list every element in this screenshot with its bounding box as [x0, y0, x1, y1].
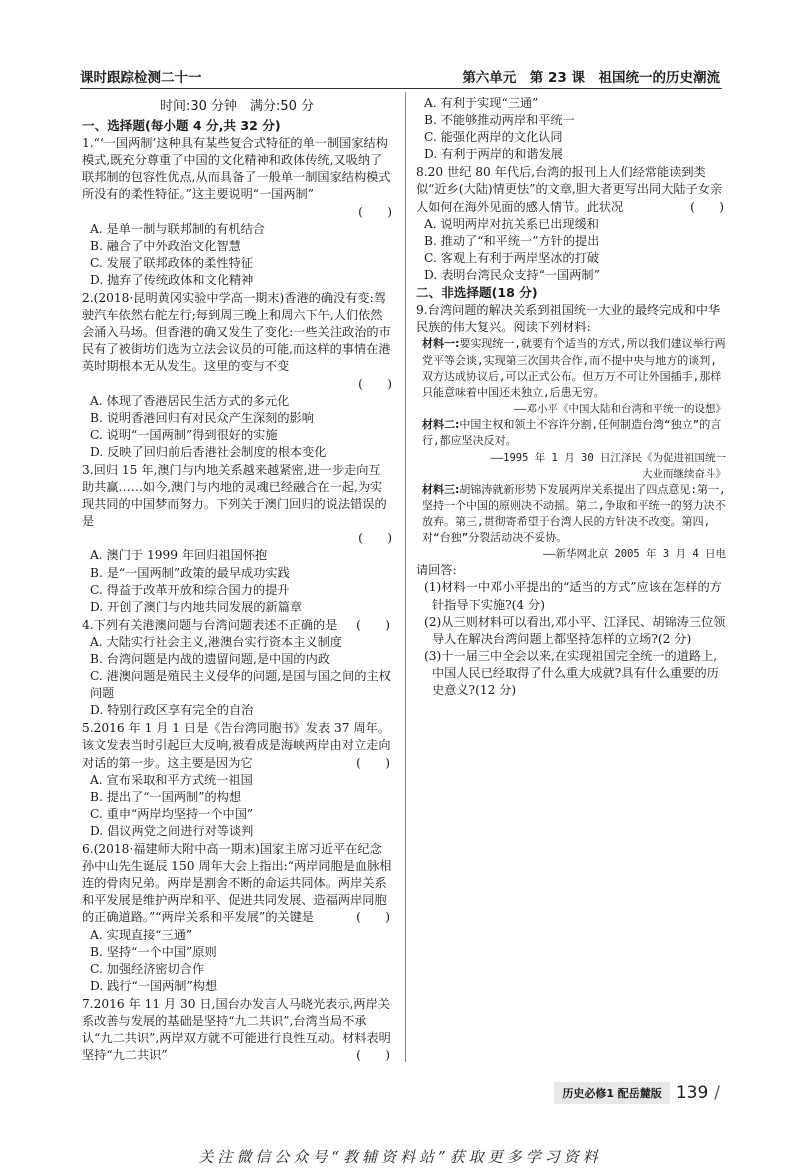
page-number: 139	[675, 1083, 709, 1103]
answer-paren: ( )	[356, 617, 390, 632]
option-a: A. 是单一制与联邦制的有机结合	[90, 221, 265, 236]
sub-question-1: (1)材料一中邓小平提出的“适当的方式”应该在怎样的方针指导下实施?(4 分)	[424, 580, 722, 612]
option-c: C. 发展了联邦政体的柔性特征	[90, 255, 253, 270]
header-left: 课时跟踪检测二十一	[80, 70, 202, 86]
question-4	[82, 617, 392, 720]
option-b: B. 推动了“和平统一”方针的提出	[424, 233, 600, 248]
option-c: C. 得益于改革开放和综合国力的提升	[90, 582, 290, 597]
option-d: D. 开创了澳门与内地共同发展的新篇章	[90, 599, 303, 614]
sub-question-2: (2)从三则材料可以看出,邓小平、江泽民、胡锦涛三位领导人在解决台湾问题上都坚持怎样的立场?(2 分)	[424, 614, 726, 646]
option-d: D. 特别行政区享有完全的自治	[90, 703, 254, 718]
option-a: A. 体现了香港居民生活方式的多元化	[90, 393, 290, 408]
page-footer	[554, 1082, 720, 1104]
question-6	[82, 841, 392, 995]
option-b: B. 是“一国两制”政策的最早成功实践	[90, 565, 290, 580]
question-9	[416, 302, 726, 699]
option-c: C. 加强经济密切合作	[90, 961, 205, 976]
question-stem: 3.回归 15 年,澳门与内地关系越来越紧密,进一步走向互助共赢……如今,澳门与内地的灵魂已经融合在一起,为实现共同的中国梦而努力。下列关于澳门回归的说法错误的是	[82, 462, 387, 529]
answer-paren: ( )	[358, 204, 392, 219]
question-stem: 1.“‘一国两制’这种具有某些复合式特征的单一制国家结构模式,既充分尊重了中国的文化精神和政体传统,又吸纳了联邦制的包容性优点,从而具备了一般单一制国家结构模式所没有的柔性特征。”这主要说明“一国两制”	[82, 136, 391, 202]
option-d: D. 倡议两党之间进行对等谈判	[90, 823, 254, 838]
option-d: D. 践行“一国两制”构想	[90, 978, 218, 993]
answer-paren: ( )	[356, 755, 390, 770]
section-essay-title: 二、非选择题(18 分)	[416, 285, 538, 301]
question-7	[82, 996, 392, 1064]
option-d: D. 表明台湾民众支持“一国两制”	[424, 267, 600, 282]
question-7-options	[416, 95, 726, 163]
question-stem: 8.20 世纪 80 年代后,台湾的报刊上人们经常能读到类似“近乡(大陆)情更怯”的文章,胆大者更写出同大陆子女亲人如何在海外见面的感人情节。此状况 ( )	[416, 164, 726, 215]
question-3	[82, 462, 392, 616]
question-5	[82, 720, 392, 840]
option-d: D. 有利于两岸的和谐发展	[424, 147, 563, 162]
material-3-source: ——新华网北京 2005 年 3 月 4 日电	[542, 548, 726, 561]
section-choice-title: 一、选择题(每小题 4 分,共 32 分)	[82, 118, 281, 134]
question-8	[416, 164, 726, 284]
option-b: B. 坚持“一个中国”原则	[90, 944, 217, 959]
book-label: 历史必修1 配岳麓版	[554, 1082, 669, 1104]
answer-paren: ( )	[690, 199, 724, 214]
option-d: D. 抛弃了传统政体和文化精神	[90, 272, 254, 287]
option-a: A. 实现直接“三通”	[90, 927, 193, 942]
answer-paren: ( )	[356, 910, 390, 925]
option-c: C. 说明“一国两制”得到很好的实施	[90, 427, 278, 442]
option-d: D. 反映了回归前后香港社会制度的根本变化	[90, 444, 327, 459]
question-2	[82, 290, 392, 461]
option-a: A. 说明两岸对抗关系已出现缓和	[424, 216, 599, 231]
material-2-source: ——1995 年 1 月 30 日江泽民《为促进祖国统一	[490, 451, 726, 464]
option-b: B. 台湾问题是内战的遗留问题,是中国的内政	[90, 652, 330, 666]
answer-paren: ( )	[358, 376, 392, 391]
option-a: A. 有利于实现“三通”	[424, 96, 539, 110]
option-c: C. 重申“两岸均坚持一个中国”	[90, 806, 254, 821]
page-slash: /	[714, 1083, 720, 1103]
option-b: B. 融合了中外政治文化智慧	[90, 238, 241, 253]
bottom-handwritten-note: 关注微信公众号“教辅资料站”获取更多学习资料	[198, 1148, 602, 1166]
question-stem: 6.(2018·福建师大附中高一期末)国家主席习近平在纪念孙中山先生诞辰 150 周年大会上指出:“两岸同胞是血脉相连的骨肉兄弟。两岸是割舍不断的命运共同体。两岸关系和平发展是维护两岸和平、促进共同发展、造福两岸同胞的正确道路。”“两岸关系和平发展”的关键是 ( )	[82, 841, 392, 926]
option-a: A. 澳门于 1999 年回归祖国怀抱	[90, 548, 268, 563]
material-1: 材料一:要实现统一,就要有个适当的方式,所以我们建议举行两党平等会谈,实现第三次国共合作,而不提中央与地方的谈判,双方达成协议后,可以正式公布。但万万不可让外国插手,那样只能意味着中国还未独立,后患无穷。	[422, 337, 726, 399]
answer-prompt: 请回答:	[416, 563, 457, 578]
left-column	[82, 94, 392, 1064]
header-right: 第六单元 第 23 课 祖国统一的历史潮流	[462, 70, 720, 86]
answer-paren: ( )	[356, 1048, 390, 1063]
material-2: 材料二:中国主权和领土不容许分割,任何制造台湾“独立”的言行,都应坚决反对。	[422, 418, 722, 448]
time-limit: 时间:30 分钟 满分:50 分	[159, 99, 315, 114]
option-a: A. 大陆实行社会主义,港澳台实行资本主义制度	[90, 634, 342, 649]
question-stem: 7.2016 年 11 月 30 日,国台办发言人马晓光表示,两岸关系改善与发展的基础是坚持“九二共识”,台湾当局不承认“九二共识”,两岸双方就不可能进行良性互动。材料表明坚持“九二共识” ( )	[82, 996, 392, 1064]
option-a: A. 宣布采取和平方式统一祖国	[90, 772, 253, 787]
answer-paren: ( )	[358, 531, 392, 546]
right-column	[416, 94, 726, 699]
question-stem: 2.(2018·昆明黄冈实验中学高一期末)香港的确没有变:驾驶汽车依然右舵左行;每到周三晚上和周六下午,人们依然会涌入马场。但香港的确又发生了变化:一些关注政治的市民有了被街坊们选为立法会议员的可能,而这样的事情在港英时期根本无从发生。这里的变与不变	[82, 291, 391, 374]
option-b: B. 提出了“一国两制”的构想	[90, 789, 242, 804]
material-3: 材料三:胡锦涛就新形势下发展两岸关系提出了四点意见:第一,坚持一个中国的原则决不动摇。第二,争取和平统一的努力决不放弃。第三,贯彻寄希望于台湾人民的方针决不改变。第四,对“台独”分裂活动决不妥协。	[422, 482, 726, 545]
column-divider	[405, 92, 406, 1062]
material-2-source-cont: 大业而继续奋斗》	[642, 467, 726, 480]
option-c: C. 能强化两岸的文化认同	[424, 130, 563, 145]
header-rule	[80, 88, 722, 89]
question-1	[82, 135, 392, 289]
option-b: B. 不能够推动两岸和平统一	[424, 113, 575, 128]
question-stem: 4.下列有关港澳问题与台湾问题表述不正确的是 ( )	[82, 617, 392, 634]
sub-question-3: (3)十一届三中全会以来,在实现祖国完全统一的道路上,中国人民已经取得了什么重大成就?具有什么重要的历史意义?(12 分)	[424, 648, 719, 697]
material-1-source: ——邓小平《中国大陆和台湾和平统一的设想》	[513, 403, 726, 416]
option-b: B. 说明香港回归有对民众产生深刻的影响	[90, 410, 314, 425]
question-stem: 5.2016 年 1 月 1 日是《告台湾同胞书》发表 37 周年。该文发表当时引起巨大反响,被看成是海峡两岸由对立走向对话的第一步。这主要是因为它 ( )	[82, 720, 392, 771]
option-c: C. 港澳问题是殖民主义侵华的问题,是国与国之间的主权问题	[90, 669, 391, 701]
question-stem: 9.台湾问题的解决关系到祖国统一大业的最终完成和中华民族的伟大复兴。阅读下列材料:	[416, 303, 721, 335]
option-c: C. 客观上有利于两岸坚冰的打破	[424, 250, 600, 265]
